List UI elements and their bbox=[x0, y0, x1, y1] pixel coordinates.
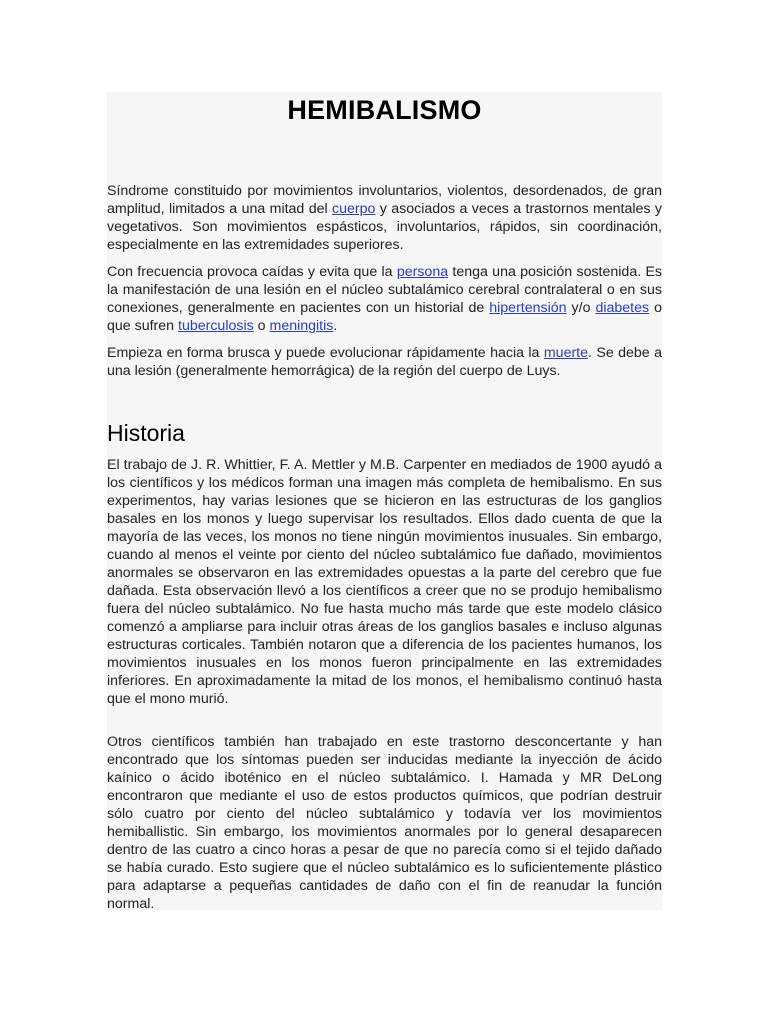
intro-paragraph-3 bbox=[107, 344, 662, 380]
text-segment: o bbox=[253, 318, 270, 334]
text-segment: o que sufren bbox=[107, 300, 662, 334]
link-persona[interactable]: persona bbox=[396, 264, 449, 280]
text-segment: . Se debe a una lesión (generalmente hemorrágica) de la región del cuerpo de Luys. bbox=[107, 345, 662, 379]
link-muerte[interactable]: muerte bbox=[543, 345, 589, 361]
link-hipertension[interactable]: hipertensión bbox=[489, 300, 567, 316]
intro-paragraph-2 bbox=[107, 263, 662, 335]
intro-paragraph-1 bbox=[107, 182, 662, 254]
link-meningitis[interactable]: meningitis bbox=[269, 318, 334, 334]
section-heading-historia: Historia bbox=[107, 420, 185, 446]
history-paragraph-1: El trabajo de J. R. Whittier, F. A. Mettler y M.B. Carpenter en mediados de 1900 ayudó a los científicos y los médicos forman una imagen más completa de hemibalismo. En sus experimentos, hay varias lesiones que se hicieron en las estructuras de los ganglios basales en los monos y luego supervisar los resultados. Ellos dado cuenta de que la mayoría de las veces, los monos no tiene ningún movimientos inusuales. Sin embargo, cuando al menos el veinte por ciento del núcleo subtalámico fue dañado, movimientos anormales se observaron en las extremidades opuestas a la parte del cerebro que fue dañada. Esta observación llevó a los científicos a creer que no se produjo hemibalismo fuera del núcleo subtalámico. No fue hasta mucho más tarde que este modelo clásico comenzó a ampliarse para incluir otras áreas de los ganglios basales e incluso algunas estructuras corticales. También notaron que a diferencia de los pacientes humanos, los movimientos inusuales en los monos fueron principalmente en las extremidades inferiores. En aproximadamente la mitad de los monos, el hemibalismo continuó hasta que el mono murió. bbox=[107, 457, 662, 707]
history-paragraph-2: Otros científicos también han trabajado en este trastorno desconcertante y han encontrado que los síntomas pueden ser inducidas mediante la inyección de ácido kaínico o ácido iboténico en el núcleo subtalámico. I. Hamada y MR DeLong encontraron que mediante el uso de estos productos químicos, que podrían destruir sólo cuatro por ciento del núcleo subtalámico y todavía ver los movimientos hemiballistic. Sin embargo, los movimientos anormales por lo general desaparecen dentro de las cuatro a cinco horas a pesar de que no parecía como si el tejido dañado se había curado. Esto sugiere que el núcleo subtalámico es lo suficientemente plástico para adaptarse a pequeñas cantidades de daño con el fin de reanudar la función normal. bbox=[107, 734, 662, 912]
text-segment: Síndrome constituido por movimientos involuntarios, violentos, desordenados, de gran amplitud, limitados a una mitad del bbox=[107, 183, 662, 217]
text-segment: Empieza en forma brusca y puede evolucionar rápidamente hacia la bbox=[107, 345, 544, 361]
text-segment: . bbox=[333, 318, 338, 334]
link-tuberculosis[interactable]: tuberculosis bbox=[178, 318, 254, 334]
text-segment: y asociados a veces a trastornos mentales y vegetativos. Son movimientos espásticos, involuntarios, rápidos, sin coordinación, especialmente en las extremidades superiores. bbox=[107, 201, 662, 253]
text-segment: Con frecuencia provoca caídas y evita que la bbox=[107, 264, 397, 280]
text-segment: y/o bbox=[566, 300, 596, 316]
document-page bbox=[107, 92, 662, 910]
document-title: HEMIBALISMO bbox=[287, 95, 482, 125]
text-segment: tenga una posición sostenida. Es la manifestación de una lesión en el núcleo subtalámico cerebral contralateral o en sus conexiones, generalmente en pacientes con un historial de bbox=[107, 264, 662, 316]
link-diabetes[interactable]: diabetes bbox=[595, 300, 650, 316]
link-cuerpo[interactable]: cuerpo bbox=[332, 201, 376, 217]
